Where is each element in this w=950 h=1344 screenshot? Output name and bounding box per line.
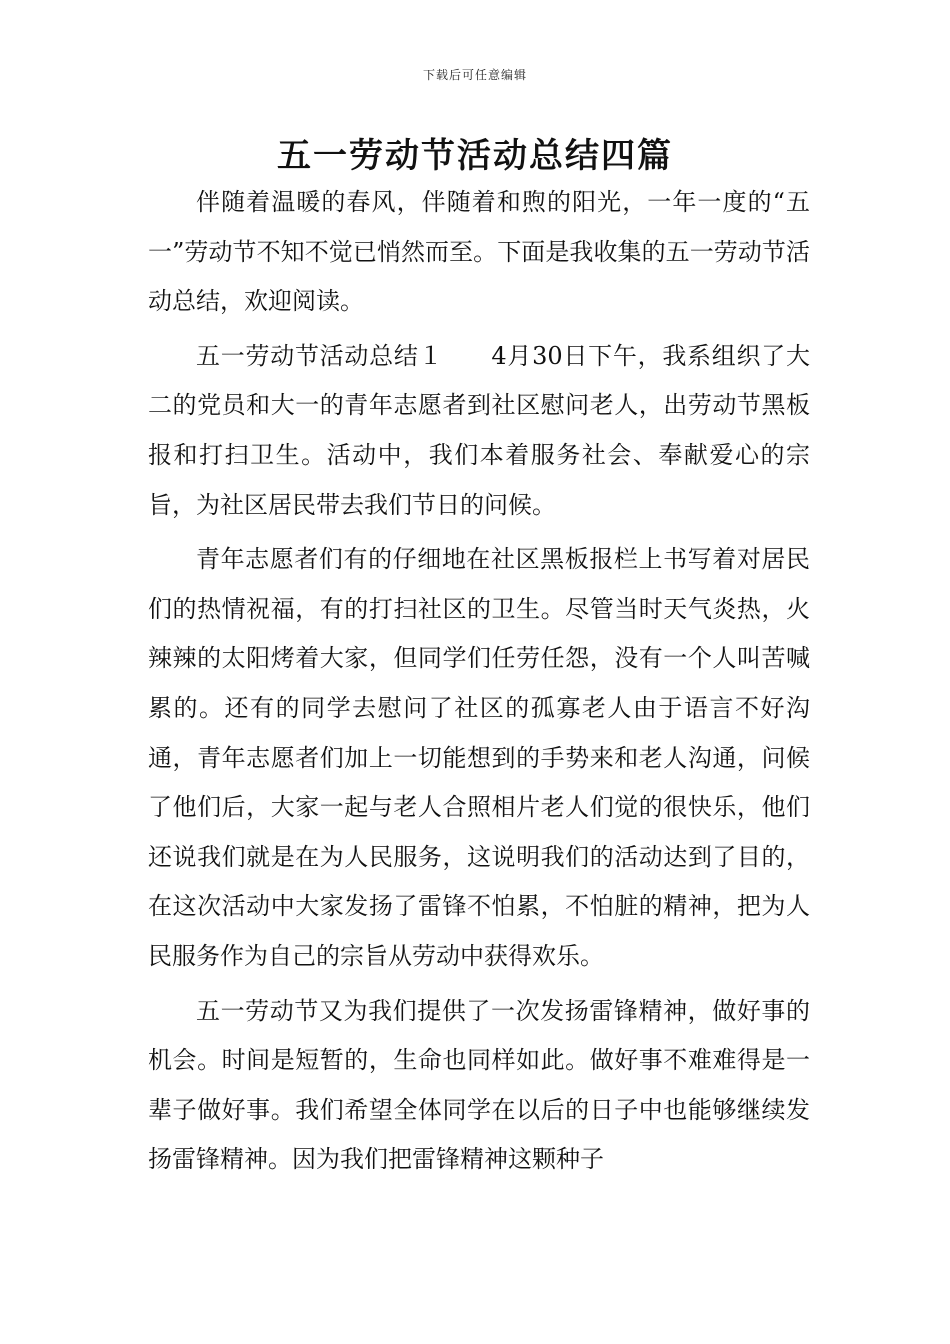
paragraph-volunteers: 青年志愿者们有的仔细地在社区黑板报栏上书写着对居民们的热情祝福，有的打扫社区的卫生。尽管当时天气炎热，火辣辣的太阳烤着大家，但同学们任劳任怨，没有一个人叫苦喊累的。还有的同学去慰问了社区的孤寡老人由于语言不好沟通，青年志愿者们加上一切能想到的手势来和老人沟通，问候了他们后，大家一起与老人合照相片老人们觉的很快乐，他们还说我们就是在为人民服务，这说明我们的活动达到了目的，在这次活动中大家发扬了雷锋不怕累，不怕脏的精神，把为人民服务作为自己的宗旨从劳动中获得欢乐。 — [148, 545, 810, 970]
section-heading: 五一劳动节活动总结１ — [196, 341, 444, 370]
header-note: 下载后可任意编辑 — [422, 68, 527, 82]
paragraph-section-1 — [148, 332, 810, 530]
document-title: 五一劳动节活动总结四篇 — [277, 136, 673, 176]
paragraph-closing: 五一劳动节又为我们提供了一次发扬雷锋精神，做好事的机会。时间是短暂的，生命也同样如此。做好事不难难得是一辈子做好事。我们希望全体同学在以后的日子中也能够继续发扬雷锋精神。因为我们把雷锋精神这颗种子 — [148, 996, 810, 1174]
paragraph-intro: 伴随着温暖的春风，伴随着和煦的阳光，一年一度的“五一”劳动节不知不觉已悄然而至。下面是我收集的五一劳动节活动总结，欢迎阅读。 — [148, 188, 810, 316]
paragraph-section-1-text: 4月30日下午，我系组织了大二的党员和大一的青年志愿者到社区慰问老人，出劳动节黑板报和打扫卫生。活动中，我们本着服务社会、奉献爱心的宗旨，为社区居民带去我们节日的问候。 — [148, 341, 810, 519]
document-body — [148, 178, 810, 1185]
